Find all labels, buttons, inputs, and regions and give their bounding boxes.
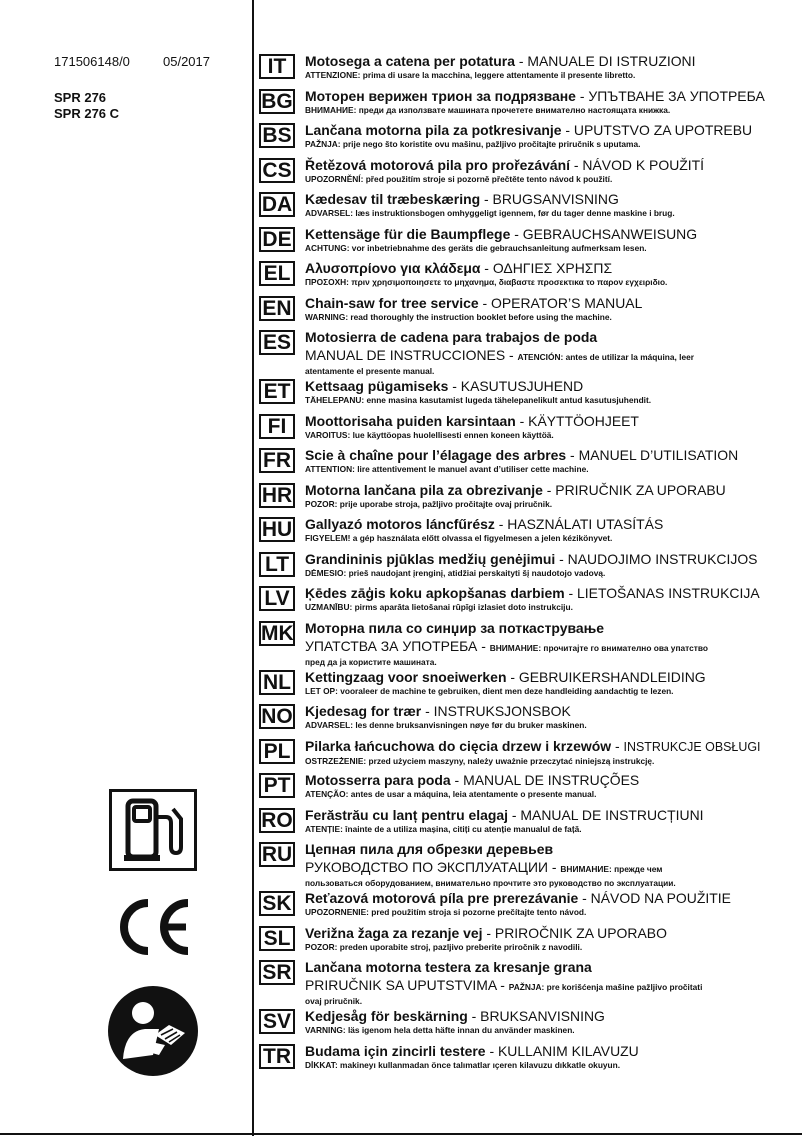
lang-block-de (259, 225, 799, 260)
lang-block-bg (259, 87, 799, 122)
lang-code: FR (259, 448, 295, 473)
lang-code: CS (259, 158, 295, 183)
lang-code: RO (259, 808, 295, 833)
warning-text: TÄHELEPANU: enne masina kasutamist lugeda tähelepanelikult antud kasutusjuhendit. (305, 395, 652, 405)
lang-code: SL (259, 926, 295, 951)
manual-title: LIETOŠANAS INSTRUKCIJA (577, 585, 760, 601)
lang-block-no (259, 702, 799, 737)
warning-text: UZMANĪBU: pirms aparāta lietošanai rūpīgi izlasiet doto instrukciju. (305, 602, 573, 612)
lang-block-sl (259, 924, 799, 959)
warning-text: UPOZORNENIE: pred použitím stroja si pozorne prečítajte tento návod. (305, 907, 587, 917)
manual-title: MANUEL D’UTILISATION (578, 447, 739, 463)
bottom-rule (0, 1133, 802, 1135)
warning-text: atentamente el presente manual. (305, 366, 435, 376)
product-title: Kettsaag pügamiseks (305, 378, 449, 394)
manual-title: РУКОВОДСТВО ПО ЭКСПЛУАТАЦИИ - (305, 859, 561, 875)
product-title: Scie à chaîne pour l’élagage des arbres (305, 447, 567, 463)
title-separator: - (448, 378, 461, 394)
warning-text-inline: ВНИМАНИЕ: прежде чем (560, 864, 663, 874)
lang-code: ES (259, 330, 295, 355)
lang-code: EN (259, 296, 295, 321)
lang-code: HU (259, 517, 295, 542)
product-title: Reťazová motorová píla pre prerezávanie (305, 890, 579, 906)
warning-text: ΠΡΟΣΟΧΗ: πριν χρησιμοποιησετε το μηχανημα, διαβαστε προσεκτικα το παρον εγχειριδιο. (305, 277, 668, 287)
lang-code: LT (259, 552, 295, 577)
lang-block-nl (259, 668, 799, 703)
title-separator: - (542, 481, 556, 498)
warning-text: пользоваться оборудованием, внимательно прочтите это руководство по эксплуатации. (305, 878, 676, 888)
lang-code: NO (259, 704, 295, 729)
lang-block-it (259, 52, 799, 87)
lang-code: MK (261, 621, 294, 645)
lang-block-hu (259, 515, 799, 550)
warning-text-inline: PAŽNJA: pre korišćenja mašine pažljivo pročitati (508, 982, 703, 992)
product-title: Verižna žaga za rezanje vej (305, 924, 483, 941)
product-title: Цепная пила для обрезки деревьев (305, 841, 554, 857)
manual-title: OPERATOR’S MANUAL (491, 294, 643, 311)
product-title: Lančana motorna testera za kresanje grana (305, 959, 592, 975)
lang-block-lt (259, 550, 799, 585)
product-title: Grandininis pjūklas medžių genėjimui (305, 550, 556, 567)
title-separator: - (485, 1042, 498, 1059)
manual-title: MANUAL DE INSTRUCCIONES - (305, 347, 518, 363)
product-title: Kædesav til træbeskæring (305, 191, 481, 207)
lang-code: TR (259, 1044, 295, 1069)
product-title: Motorna lančana pila za obrezivanje (305, 481, 543, 498)
product-title: Kedjesåg för beskärning (305, 1008, 468, 1024)
left-column (0, 0, 253, 1136)
manual-title: MANUAL DE INSTRUCȚIUNI (520, 806, 704, 823)
lang-block-sr (259, 958, 799, 1007)
title-separator: - (467, 1008, 481, 1024)
lang-code: LV (259, 586, 295, 611)
product-title: Kjedesag for trær (305, 703, 422, 719)
warning-text: DĖMESIO: prieš naudojant įrenginį, atidžiai perskaityti šį naudotojo vadovą. (305, 567, 606, 578)
lang-block-bs (259, 121, 799, 156)
document-code: 171506148/0 (54, 54, 130, 69)
warning-text: DİKKAT: makineyı kullanmadan önce talımatlar ıçeren kilavuzu dıkkatle okuyun. (305, 1059, 621, 1070)
lang-code: FI (259, 414, 295, 439)
warning-text: LET OP: vooraleer de machine te gebruiken, dient men deze handleiding aandachtig te lezen. (305, 685, 674, 696)
manual-title: HASZNÁLATI UTASÍTÁS (507, 516, 664, 532)
lang-block-ro (259, 806, 799, 841)
product-title: Gallyazó motoros láncfűrész (305, 516, 495, 532)
product-title: Lančana motorna pila za potkresivanje (305, 122, 562, 138)
manual-title: BRUGSANVISNING (492, 191, 619, 207)
lang-code: PT (259, 773, 295, 798)
product-title: Motosierra de cadena para trabajos de poda (305, 329, 598, 345)
product-title: Moottorisaha puiden karsintaan (305, 412, 516, 429)
read-manual-icon (107, 985, 199, 1077)
manual-title: KÄYTTÖOHJEET (528, 412, 639, 429)
warning-text: ATENÇÃO: antes de usar a máquina, leia atentamente o presente manual. (305, 789, 597, 799)
lang-block-hr (259, 481, 799, 516)
fuel-pump-icon (109, 789, 197, 871)
title-separator: - (450, 772, 464, 788)
lang-block-en (259, 294, 799, 329)
lang-code: EL (259, 261, 295, 286)
manual-title: NÁVOD K POUŽITÍ (582, 156, 705, 173)
lang-code: IT (259, 54, 295, 79)
title-separator: - (480, 260, 493, 276)
manual-title: УПЪТВАНЕ ЗА УПОТРЕБА (588, 87, 765, 104)
lang-code: ET (259, 379, 295, 404)
warning-text: ADVARSEL: les denne bruksanvisningen nøye før du bruker maskinen. (305, 720, 587, 730)
warning-text: пред да ја користите машината. (305, 656, 437, 667)
lang-code: DA (259, 192, 295, 217)
title-separator: - (421, 703, 434, 719)
product-title: Motosega a catena per potatura (305, 53, 515, 69)
title-separator: - (564, 585, 578, 601)
title-separator: - (575, 87, 589, 104)
title-separator: - (494, 516, 508, 532)
manual-title: KASUTUSJUHEND (460, 378, 584, 394)
lang-code: HR (259, 483, 295, 508)
warning-text: ATTENZIONE: prima di usare la macchina, leggere attentamente il presente libretto. (305, 70, 636, 80)
lang-block-sv (259, 1007, 799, 1042)
title-separator: - (566, 447, 579, 463)
lang-block-el (259, 259, 799, 294)
title-separator: - (561, 122, 574, 138)
warning-text: ovaj priručnik. (305, 996, 363, 1006)
lang-code: SV (259, 1009, 295, 1034)
title-separator: - (508, 806, 521, 823)
product-title: Řetězová motorová pila pro prořezávání (305, 156, 571, 173)
product-title: Kettingzaag voor snoeiwerken (305, 668, 507, 685)
product-title: Kettensäge für die Baumpflege (305, 225, 511, 242)
manual-title: УПАТСТВА ЗА УПОТРЕБА - (305, 637, 490, 654)
manual-title: PRIRUČNIK ZA UPORABU (555, 481, 726, 498)
lang-code: SK (259, 891, 295, 916)
manual-title: NAUDOJIMO INSTRUKCIJOS (567, 550, 758, 567)
lang-block-pt (259, 771, 799, 806)
title-separator: - (570, 156, 583, 173)
manual-title: MANUAL DE INSTRUÇÕES (463, 772, 640, 788)
product-title: Chain-saw for tree service (305, 294, 479, 311)
warning-text: OSTRZEŻENIE: przed użyciem maszyny, należy uważnie przeczytać niniejszą instrukcję. (305, 755, 655, 766)
lang-code: BS (259, 123, 295, 148)
lang-code: PL (259, 739, 295, 764)
lang-code: DE (259, 227, 295, 252)
title-separator: - (555, 550, 568, 567)
product-title: Моторен верижен трион за подрязване (305, 87, 576, 104)
lang-block-lv (259, 584, 799, 619)
lang-block-et (259, 377, 799, 412)
product-title: Αλυσοπρίονο για κλάδεμα (305, 260, 481, 276)
manual-title: PRIRUČNIK SA UPUTSTVIMA - (305, 977, 509, 993)
title-separator: - (611, 737, 624, 754)
warning-text: UPOZORNĚNÍ: před použitím stroje si pozorně přečtěte tento návod k použití. (305, 173, 613, 184)
lang-code: RU (259, 842, 295, 867)
lang-block-fr (259, 446, 799, 481)
title-separator: - (480, 191, 493, 207)
lang-block-tr (259, 1042, 799, 1077)
warning-text: PAŽNJA: prije nego što koristite ovu mašinu, pažljivo pročitajte priručnik s uputama. (305, 139, 641, 149)
lang-block-fi (259, 412, 799, 447)
product-title: Pilarka łańcuchowa do cięcia drzew i krzewów (305, 737, 612, 754)
title-separator: - (506, 668, 519, 685)
title-separator: - (478, 294, 492, 311)
ce-mark-icon (112, 897, 194, 957)
warning-text: ATENȚIE: înainte de a utiliza mașina, citiți cu atenție manualul de față. (305, 823, 582, 834)
title-separator: - (510, 225, 523, 242)
lang-block-pl (259, 737, 799, 772)
title-separator: - (514, 53, 528, 69)
warning-text: VARNING: läs igenom hela detta häfte innan du använder maskinen. (305, 1025, 575, 1035)
manual-title: GEBRAUCHSANWEISUNG (522, 225, 698, 242)
column-divider (252, 0, 254, 1136)
manual-title: PRIROČNIK ZA UPORABO (494, 924, 667, 941)
product-title: Моторна пила со синџир за поткастрување (305, 619, 605, 636)
product-title: Ķēdes zāģis koku apkopšanas darbiem (305, 585, 565, 601)
warning-text: ACHTUNG: vor inbetriebnahme des geräts die gebrauchsanleitung aufmerksam lesen. (305, 242, 647, 253)
warning-text: WARNING: read thoroughly the instruction booklet before using the machine. (305, 311, 612, 322)
title-separator: - (515, 412, 529, 429)
manual-title: INSTRUKSJONSBOK (433, 703, 571, 719)
lang-block-cs (259, 156, 799, 191)
lang-block-mk (259, 619, 799, 668)
warning-text: VAROITUS: lue käyttöopas huolellisesti ennen koneen käyttöä. (305, 429, 554, 440)
manual-title: ΟΔΗΓΙΕΣ ΧΡΗΣΠΣ (492, 260, 613, 276)
model-name-2: SPR 276 C (54, 106, 120, 121)
title-separator: - (578, 890, 591, 906)
manual-title: INSTRUKCJE OBSŁUGI (623, 739, 761, 754)
lang-block-es (259, 328, 799, 377)
lang-code: BG (259, 89, 295, 114)
manual-title: UPUTSTVO ZA UPOTREBU (573, 122, 753, 138)
manual-title: BRUKSANVISNING (480, 1008, 605, 1024)
manual-title: GEBRUIKERSHANDLEIDING (518, 668, 706, 685)
warning-text: ADVARSEL: læs instruktionsbogen omhyggeligt igennem, før du tager denne maskine i brug. (305, 208, 675, 218)
lang-block-da (259, 190, 799, 225)
language-list (259, 52, 799, 1076)
manual-title: KULLANIM KILAVUZU (497, 1042, 639, 1059)
document-date: 05/2017 (163, 54, 210, 69)
warning-text: POZOR: prije uporabe stroja, pažljivo pročitajte ovaj priručnik. (305, 498, 553, 509)
warning-text: FIGYELEM! a gép használata előtt olvassa el figyelmesen a jelen kézikönyvet. (305, 533, 613, 543)
manual-title: MANUALE DI ISTRUZIONI (527, 53, 696, 69)
warning-text: ВНИМАНИЕ: преди да използвате машината прочетете внимателно настоящата книжка. (305, 104, 671, 115)
lang-block-ru (259, 840, 799, 889)
manual-title: NÁVOD NA POUŽITIE (590, 890, 731, 906)
product-title: Ferăstrău cu lanț pentru elagaj (305, 806, 509, 823)
title-separator: - (482, 924, 495, 941)
product-title: Motosserra para poda (305, 772, 451, 788)
lang-code: NL (259, 670, 295, 695)
lang-code: SR (259, 960, 295, 985)
warning-text: ATTENTION: lire attentivement le manuel avant d’utiliser cette machine. (305, 464, 589, 474)
product-title: Budama için zincirli testere (305, 1042, 486, 1059)
model-name-1: SPR 276 (54, 90, 107, 105)
warning-text: POZOR: preden uporabite stroj, pazljivo preberite priročnik z navodili. (305, 941, 583, 952)
lang-block-sk (259, 889, 799, 924)
warning-text-inline: ВНИМАНИЕ: прочитајте го внимателно ова упатство (489, 642, 708, 653)
warning-text-inline: ATENCIÓN: antes de utilizar la máquina, leer (517, 352, 694, 362)
